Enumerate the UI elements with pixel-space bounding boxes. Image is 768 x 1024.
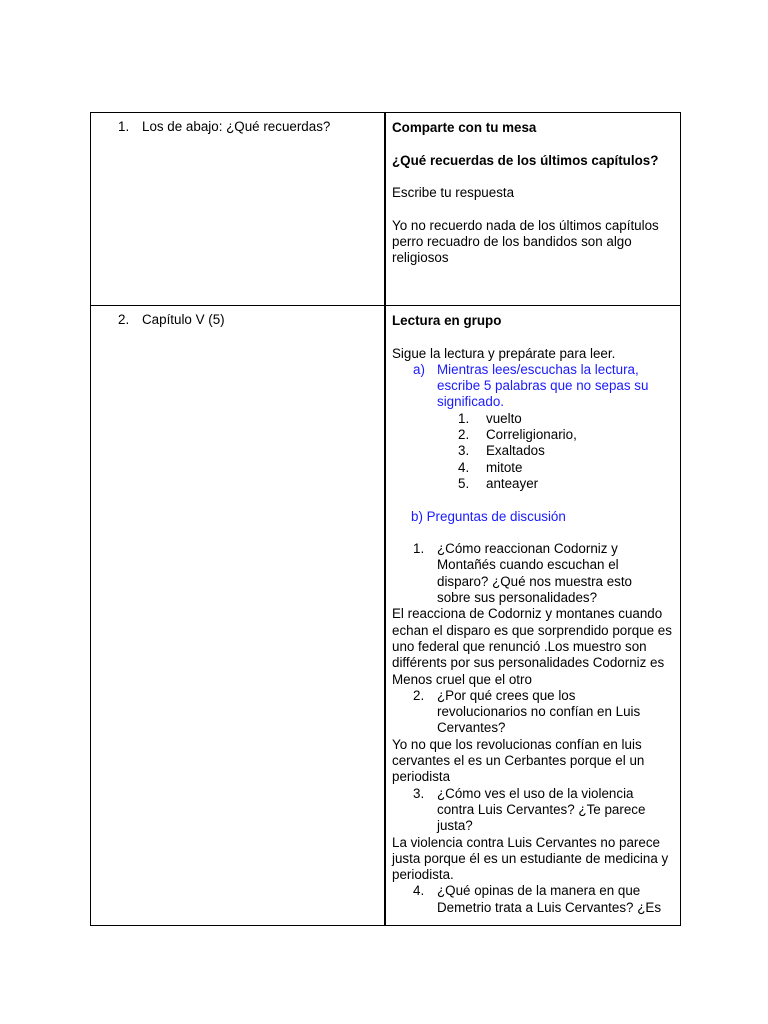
word-text: Correligionario, — [486, 427, 577, 443]
student-answer[interactable]: La violencia contra Luis Cervantes no parece justa porque él es un estudiante de medicina y periodista. — [392, 834, 669, 883]
section-number: 1. — [118, 119, 130, 134]
cell-prompt: Escribe tu respuesta — [392, 185, 515, 201]
table-row — [91, 306, 681, 926]
list-marker: 5. — [458, 475, 470, 491]
table-row — [91, 113, 681, 306]
cell-question: ¿Qué recuerdas de los últimos capítulos? — [392, 152, 659, 168]
question-text: ¿Por qué crees que los revolucionarios no confían en Luis Cervantes? — [437, 687, 641, 736]
section-title: Capítulo V (5) — [142, 312, 225, 327]
list-marker: 2. — [458, 427, 470, 443]
section-label — [118, 312, 225, 328]
discussion-question — [392, 883, 676, 916]
word-text: vuelto — [486, 410, 522, 426]
task-a-text: Mientras lees/escuchas la lectura, escribe 5 palabras que no sepas su significado. — [437, 361, 649, 410]
list-marker: 1. — [458, 410, 470, 426]
cell-intro: Sigue la lectura y prepárate para leer. — [392, 345, 616, 361]
word-text: anteayer — [486, 475, 539, 491]
list-marker: 3. — [413, 785, 425, 801]
list-marker: 1. — [413, 541, 425, 557]
word-item[interactable] — [392, 443, 676, 459]
student-answer[interactable]: El reacciona de Codorniz y montanes cuando echan el disparo es que sorprendido porque es uno federal que renunció .Los muestro son différents por sus personalidades Codorniz es Menos cruel que el otro — [392, 606, 672, 687]
section-title: Los de abajo: ¿Qué recuerdas? — [142, 119, 331, 134]
question-text: ¿Qué opinas de la manera en que Demetrio trata a Luis Cervantes? ¿Es — [437, 883, 662, 915]
list-marker: 2. — [413, 687, 425, 703]
left-cell — [91, 306, 386, 926]
discussion-question — [392, 786, 676, 835]
student-answer[interactable]: Yo no recuerdo nada de los últimos capítulos perro recuadro de los bandidos son algo religiosos — [392, 217, 659, 266]
word-item[interactable] — [392, 476, 676, 492]
word-item[interactable] — [392, 427, 676, 443]
question-text: ¿Cómo reaccionan Codorniz y Montañés cuando escuchan el disparo? ¿Qué nos muestra esto sobre sus personalidades? — [437, 541, 633, 606]
student-answer[interactable]: Yo no que los revolucionas confían en luis cervantes el es un Cerbantes porque el un periodista — [392, 736, 645, 785]
discussion-question — [392, 688, 676, 737]
list-marker: 4. — [413, 883, 425, 899]
left-cell — [91, 113, 386, 306]
list-marker: a) — [413, 361, 425, 377]
worksheet-table — [90, 112, 681, 926]
right-cell — [385, 306, 681, 926]
question-text: ¿Cómo ves el uso de la violencia contra Luis Cervantes? ¿Te parece justa? — [437, 785, 646, 834]
cell-heading: Comparte con tu mesa — [392, 120, 537, 135]
right-cell — [385, 113, 681, 306]
word-item[interactable] — [392, 460, 676, 476]
task-b-heading: b) Preguntas de discusión — [411, 508, 566, 524]
section-label — [118, 119, 330, 135]
word-text: mitote — [486, 459, 523, 475]
word-text: Exaltados — [486, 443, 545, 459]
section-number: 2. — [118, 312, 130, 327]
discussion-question — [392, 541, 676, 606]
list-marker: 3. — [458, 443, 470, 459]
list-marker: 4. — [458, 459, 470, 475]
task-a — [392, 362, 676, 411]
cell-heading: Lectura en grupo — [392, 313, 502, 328]
word-item[interactable] — [392, 411, 676, 427]
